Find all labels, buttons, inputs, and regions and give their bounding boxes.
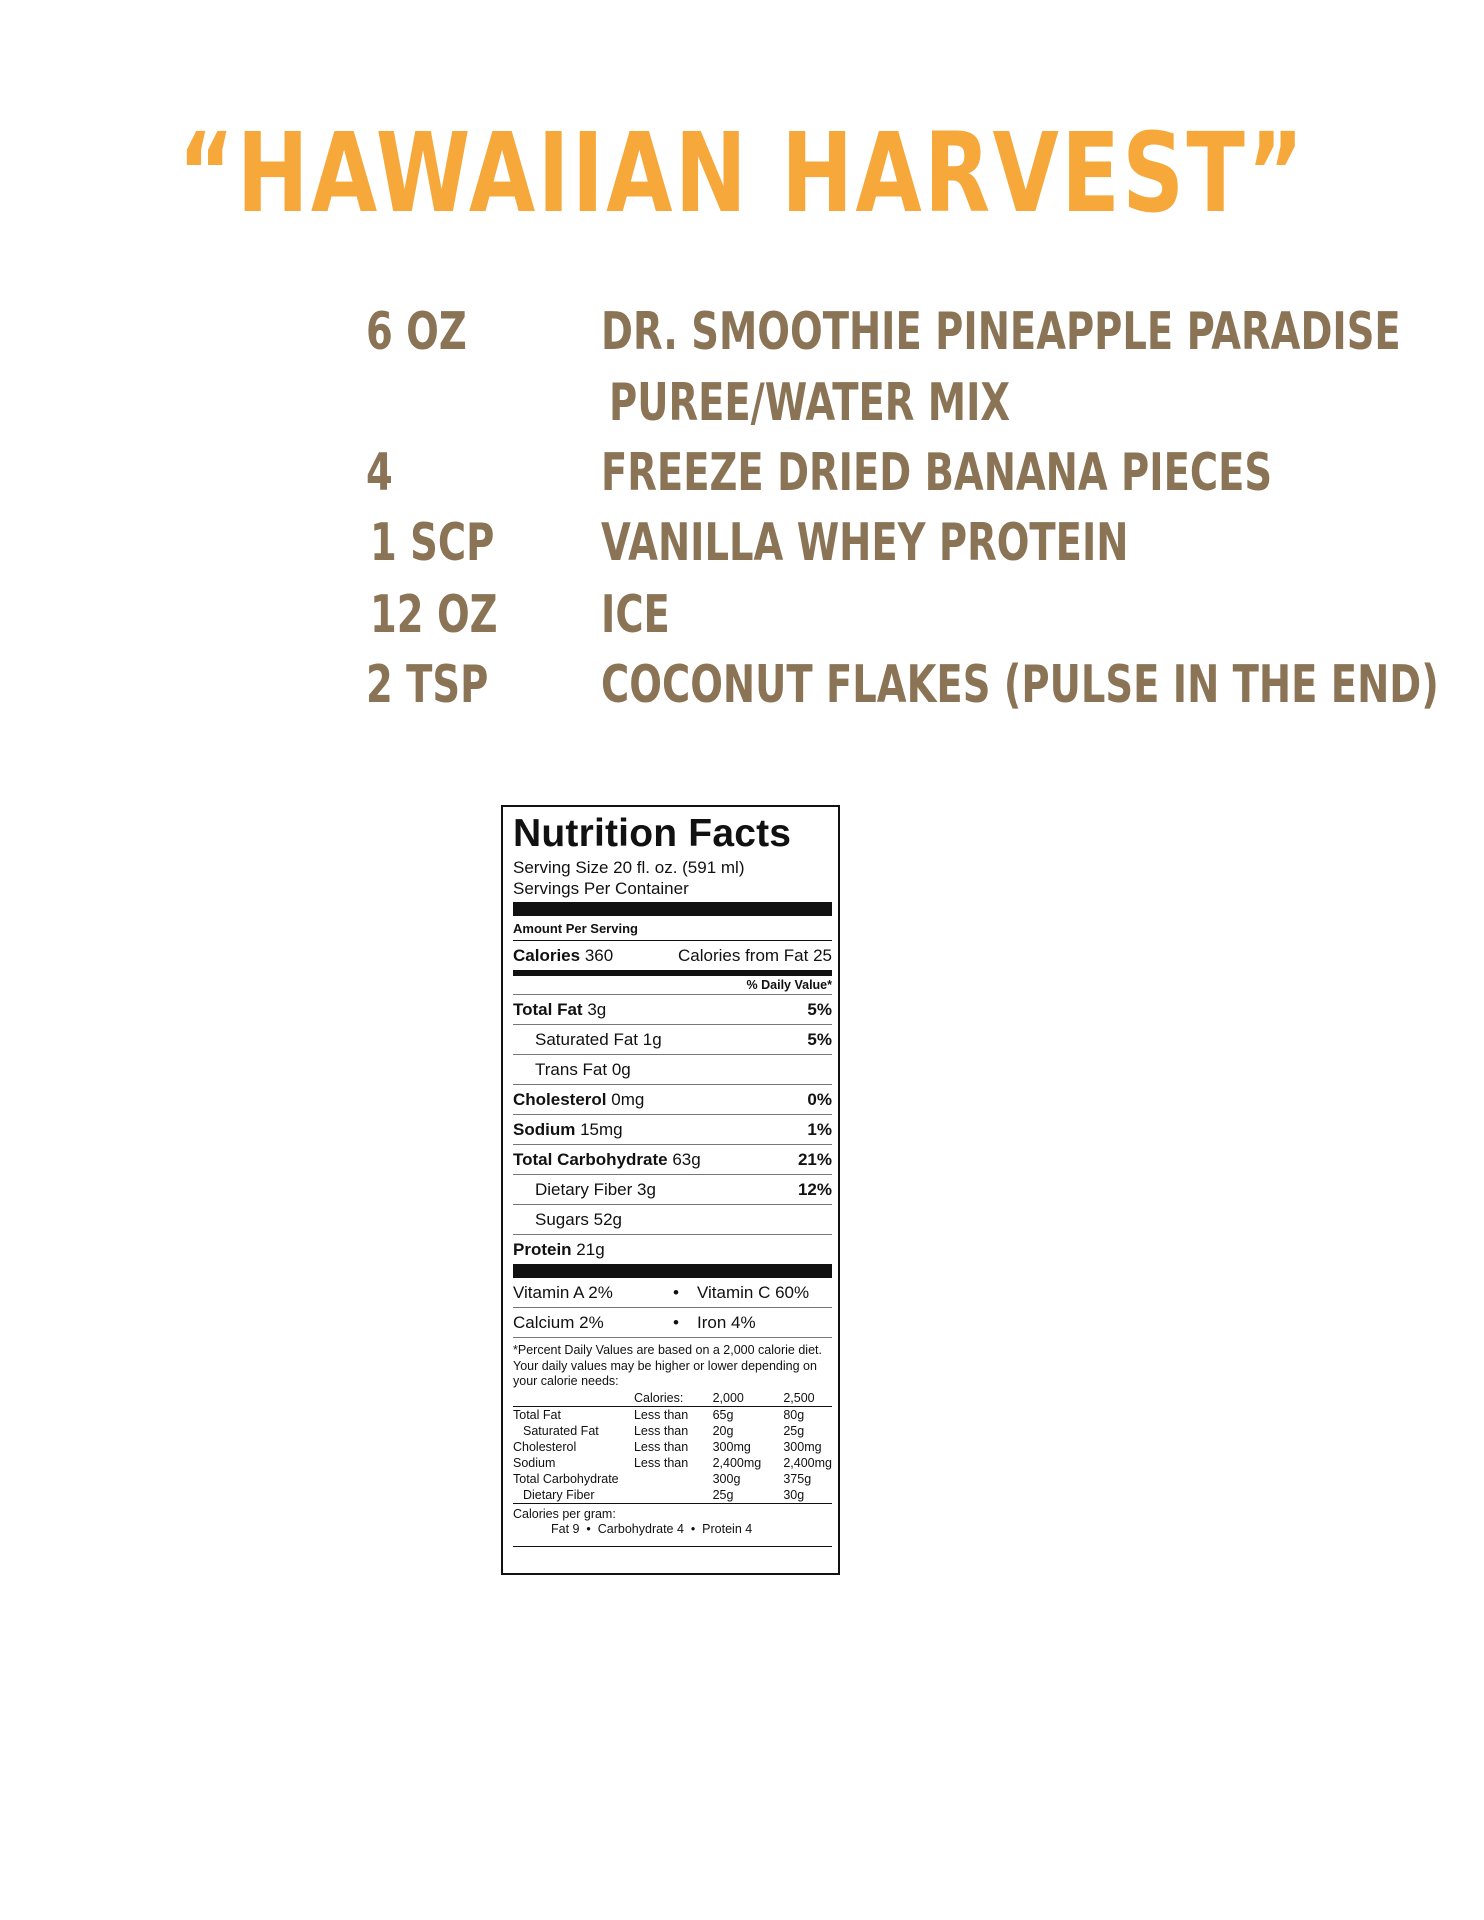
nutrient-amount: 21g [576,1239,605,1259]
nutrient-row [513,995,832,1025]
calories-label: Calories [513,945,581,965]
footnote-col-2000: 2,000 [712,1390,744,1405]
divider [513,1546,832,1547]
calories-per-gram-values: Fat 9 • Carbohydrate 4 • Protein 4 [551,1522,753,1536]
nutrient-label: Sodium [513,1119,576,1139]
amount-per-serving: Amount Per Serving [513,921,638,936]
nutrient-dv: 5% [807,999,832,1019]
vitamin-row [513,1278,832,1308]
vitamin-left: Calcium 2% [513,1312,604,1332]
footnote-row: Dietary Fiber 25g 30g [513,1487,832,1504]
ingredient-qty: 4 [366,443,393,503]
footnote-table [513,1390,832,1504]
daily-value-header: % Daily Value* [513,976,832,995]
nutrient-row [513,1145,832,1175]
ingredient-qty: 6 OZ [366,302,467,362]
footnote-col-2500: 2,500 [783,1390,815,1405]
nutrition-title: Nutrition Facts [513,812,792,855]
bullet: • [673,1282,679,1302]
nutrient-amount: 1g [642,1029,662,1049]
bullet: • [673,1312,679,1332]
nutrient-amount: 15mg [580,1119,623,1139]
servings-per-container: Servings Per Container [513,879,689,898]
footnote-row: Saturated Fat Less than 20g 25g [523,1423,805,1438]
nutrient-dv: 0% [807,1089,832,1109]
nutrient-amount: 63g [672,1149,701,1169]
vitamin-right: Iron 4% [697,1312,756,1332]
nutrient-amount: 0g [611,1059,631,1079]
vitamin-left: Vitamin A 2% [513,1282,613,1302]
nutrition-facts-label [501,805,840,1575]
nutrient-dv: 5% [807,1029,832,1049]
nutrient-label: Total Fat [513,999,583,1019]
footnote-row: Cholesterol Less than 300mg 300mg [513,1439,822,1454]
nutrient-row [513,1115,832,1145]
nutrient-label: Dietary Fiber [535,1179,633,1199]
nutrient-label: Trans Fat [535,1059,608,1079]
nutrient-label: Protein [513,1239,572,1259]
ingredient-desc: VANILLA WHEY PROTEIN [601,513,1129,573]
ingredient-desc-continued: PUREE/WATER MIX [609,373,1011,433]
footnote-row: Total Carbohydrate 300g 375g [513,1471,812,1486]
nutrient-dv: 1% [807,1119,832,1139]
footnote: *Percent Daily Values are based on a 2,000 calorie diet. Your daily values may be higher or lower depending on your calorie needs: [513,1343,822,1388]
vitamin-row [513,1308,832,1338]
calories-row [513,941,832,970]
calories-per-gram: Calories per gram: [513,1506,616,1521]
nutrient-row [513,1175,832,1205]
nutrient-row [513,1205,832,1235]
nutrient-amount: 52g [593,1209,622,1229]
nutrient-dv: 21% [797,1149,832,1169]
recipe-title: “HAWAIIAN HARVEST” [177,109,1306,237]
divider-thick [513,1264,832,1278]
footnote-row: Sodium Less than 2,400mg 2,400mg [513,1455,832,1470]
ingredient-desc: DR. SMOOTHIE PINEAPPLE PARADISE [601,302,1401,362]
footnote-calories-header: Calories: [633,1390,684,1405]
nutrient-row [513,1085,832,1115]
nutrient-amount: 3g [587,999,607,1019]
ingredient-desc: COCONUT FLAKES (PULSE IN THE END) [601,655,1439,715]
nutrient-label: Total Carbohydrate [513,1149,668,1169]
nutrient-amount: 0mg [611,1089,645,1109]
nutrient-row [513,1055,832,1085]
ingredient-qty: 12 OZ [370,585,498,645]
ingredient-desc: FREEZE DRIED BANANA PIECES [601,443,1273,503]
vitamin-right: Vitamin C 60% [697,1282,810,1302]
nutrient-label: Saturated Fat [535,1029,639,1049]
nutrient-amount: 3g [637,1179,656,1199]
ingredient-qty: 2 TSP [366,655,489,715]
ingredient-desc: ICE [601,585,670,645]
nutrient-dv: 12% [797,1179,832,1199]
ingredient-qty: 1 SCP [370,513,495,573]
calories-value: 360 [584,945,614,965]
divider-thick [513,902,832,916]
nutrient-row [513,1025,832,1055]
footnote-row: Total Fat Less than 65g 80g [513,1407,805,1422]
calories-from-fat: Calories from Fat 25 [678,945,832,965]
nutrient-row [513,1235,832,1264]
nutrient-label: Sugars [535,1209,589,1229]
nutrient-label: Cholesterol [513,1089,607,1109]
serving-size: Serving Size 20 fl. oz. (591 ml) [513,858,745,877]
